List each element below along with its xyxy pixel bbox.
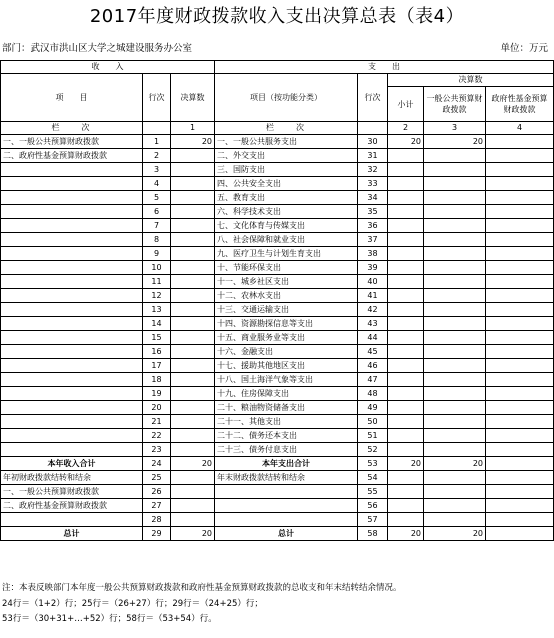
income-item: [1, 163, 143, 177]
notes: [2, 581, 552, 628]
table-row: [1, 317, 554, 331]
income-amount: [171, 429, 215, 443]
income-row-no: 15: [143, 331, 171, 345]
income-amount: [171, 149, 215, 163]
income-row-no: 18: [143, 373, 171, 387]
expense-item: 八、社会保障和就业支出: [215, 233, 358, 247]
expense-subtotal: 20: [388, 457, 424, 471]
expense-subtotal: [388, 289, 424, 303]
expense-subtotal: [388, 373, 424, 387]
expense-item: 二、外交支出: [215, 149, 358, 163]
income-amount: [171, 261, 215, 275]
expense-header: 支 出: [215, 61, 554, 74]
expense-item: 十八、国土海洋气象等支出: [215, 373, 358, 387]
expense-item: 六、科学技术支出: [215, 205, 358, 219]
income-item: 年初财政拨款结转和结余: [1, 471, 143, 485]
income-row-no: 28: [143, 513, 171, 527]
expense-row-no: 53: [358, 457, 388, 471]
subtotal-header: 小计: [388, 87, 424, 122]
expense-general-budget: [424, 275, 486, 289]
income-amount: [171, 303, 215, 317]
income-row-no: 7: [143, 219, 171, 233]
income-item: [1, 317, 143, 331]
income-row-no: 25: [143, 471, 171, 485]
expense-fund-budget: [486, 205, 554, 219]
table-row: [1, 345, 554, 359]
expense-subtotal: [388, 345, 424, 359]
expense-subtotal: [388, 261, 424, 275]
expense-row-no: 51: [358, 429, 388, 443]
expense-row-no: 55: [358, 485, 388, 499]
income-row-no: 10: [143, 261, 171, 275]
note-line: 53行＝（30+31+…+52）行；58行＝（53+54）行。: [2, 614, 217, 624]
income-row-no: 13: [143, 303, 171, 317]
expense-item: 十、节能环保支出: [215, 261, 358, 275]
expense-fund-budget: [486, 135, 554, 149]
expense-row-no: 43: [358, 317, 388, 331]
expense-row-no: 30: [358, 135, 388, 149]
note-line: 24行＝（1+2）行；25行＝（26+27）行；29行＝（24+25）行；: [2, 598, 263, 609]
income-row-no: 14: [143, 317, 171, 331]
income-amount: [171, 359, 215, 373]
expense-subtotal: [388, 429, 424, 443]
row-no-header: 行次: [143, 74, 171, 122]
table-row: [1, 373, 554, 387]
expense-fund-budget: [486, 219, 554, 233]
expense-fund-budget: [486, 177, 554, 191]
income-row-no: 27: [143, 499, 171, 513]
expense-row-no: 34: [358, 191, 388, 205]
expense-item: 十九、住房保障支出: [215, 387, 358, 401]
expense-subtotal: [388, 303, 424, 317]
expense-item: 二十一、其他支出: [215, 415, 358, 429]
general-budget-header: 一般公共预算财政拨款: [424, 87, 486, 122]
expense-row-no: 42: [358, 303, 388, 317]
expense-subtotal: [388, 247, 424, 261]
income-amount: [171, 205, 215, 219]
expense-general-budget: [424, 177, 486, 191]
expense-subtotal: [388, 359, 424, 373]
expense-subtotal: [388, 331, 424, 345]
table-row: [1, 387, 554, 401]
income-row-no: 20: [143, 401, 171, 415]
income-item: [1, 177, 143, 191]
income-amount: [171, 345, 215, 359]
expense-general-budget: [424, 205, 486, 219]
expense-item: [215, 499, 358, 513]
income-amount: [171, 275, 215, 289]
expense-general-budget: [424, 233, 486, 247]
expense-fund-budget: [486, 373, 554, 387]
income-row-no: 12: [143, 289, 171, 303]
income-row-no: 22: [143, 429, 171, 443]
income-header: 收 入: [1, 61, 215, 74]
income-amount: [171, 401, 215, 415]
income-amount: [171, 289, 215, 303]
final-amount-header: 决算数: [171, 74, 215, 122]
income-row-no: 21: [143, 415, 171, 429]
expense-item: 一、一般公共服务支出: [215, 135, 358, 149]
expense-fund-budget: [486, 261, 554, 275]
expense-general-budget: [424, 163, 486, 177]
income-row-no: 9: [143, 247, 171, 261]
income-item: [1, 513, 143, 527]
expense-subtotal: [388, 317, 424, 331]
expense-subtotal: [388, 275, 424, 289]
income-row-no: 3: [143, 163, 171, 177]
table-row: [1, 429, 554, 443]
expense-fund-budget: [486, 457, 554, 471]
expense-fund-budget: [486, 289, 554, 303]
expense-item: 十五、商业服务业等支出: [215, 331, 358, 345]
income-row-no: 29: [143, 527, 171, 541]
table-row: [1, 485, 554, 499]
income-item: [1, 205, 143, 219]
expense-row-no: 54: [358, 471, 388, 485]
income-row-no: 23: [143, 443, 171, 457]
expense-general-budget: [424, 387, 486, 401]
income-amount: [171, 387, 215, 401]
income-amount: [171, 415, 215, 429]
expense-general-budget: [424, 191, 486, 205]
expense-subtotal: [388, 485, 424, 499]
expense-row-no: 38: [358, 247, 388, 261]
table-row: [1, 527, 554, 541]
income-row-no: 24: [143, 457, 171, 471]
col-2-label: 2: [388, 122, 424, 135]
expense-fund-budget: [486, 499, 554, 513]
expense-subtotal: [388, 177, 424, 191]
expense-item: 总计: [215, 527, 358, 541]
expense-fund-budget: [486, 429, 554, 443]
income-row-no: 2: [143, 149, 171, 163]
table-row: [1, 205, 554, 219]
expense-item: 七、文化体育与传媒支出: [215, 219, 358, 233]
expense-general-budget: [424, 471, 486, 485]
income-amount: [171, 247, 215, 261]
table-row: [1, 233, 554, 247]
table-row: [1, 247, 554, 261]
income-row-no: 26: [143, 485, 171, 499]
expense-fund-budget: [486, 443, 554, 457]
expense-row-no: 47: [358, 373, 388, 387]
expense-subtotal: [388, 513, 424, 527]
table-body: [1, 61, 554, 541]
expense-general-budget: [424, 415, 486, 429]
income-row-no: 1: [143, 135, 171, 149]
expense-subtotal: [388, 233, 424, 247]
income-amount: 20: [171, 457, 215, 471]
department-label: 部门：武汉市洪山区大学之城建设服务办公室: [2, 43, 193, 54]
expense-general-budget: [424, 513, 486, 527]
expense-row-no: 40: [358, 275, 388, 289]
income-amount: [171, 191, 215, 205]
expense-item: 十三、交通运输支出: [215, 303, 358, 317]
income-item: [1, 289, 143, 303]
expense-item: 本年支出合计: [215, 457, 358, 471]
expense-subtotal: [388, 443, 424, 457]
table-row: [1, 457, 554, 471]
expense-item: [215, 513, 358, 527]
expense-fund-budget: [486, 527, 554, 541]
income-row-no: 5: [143, 191, 171, 205]
income-item: [1, 233, 143, 247]
expense-general-budget: [424, 359, 486, 373]
expense-general-budget: [424, 317, 486, 331]
expense-subtotal: [388, 205, 424, 219]
expense-row-no: 46: [358, 359, 388, 373]
table-row: [1, 331, 554, 345]
income-row-no: 4: [143, 177, 171, 191]
lanci-label: 栏 次: [1, 122, 143, 135]
expense-subtotal: [388, 387, 424, 401]
table-row: [1, 149, 554, 163]
income-item: [1, 331, 143, 345]
table-row: [1, 499, 554, 513]
expense-row-no: 56: [358, 499, 388, 513]
expense-fund-budget: [486, 359, 554, 373]
income-amount: [171, 331, 215, 345]
expense-fund-budget: [486, 317, 554, 331]
expense-row-no: 57: [358, 513, 388, 527]
expense-row-no: 41: [358, 289, 388, 303]
expense-fund-budget: [486, 485, 554, 499]
expense-fund-budget: [486, 275, 554, 289]
income-row-no: 17: [143, 359, 171, 373]
col-3-label: 3: [424, 122, 486, 135]
expense-general-budget: [424, 331, 486, 345]
table-row: [1, 219, 554, 233]
expense-subtotal: 20: [388, 527, 424, 541]
col-1-label: 1: [171, 122, 215, 135]
expense-general-budget: 20: [424, 457, 486, 471]
income-item: 二、政府性基金预算财政拨款: [1, 499, 143, 513]
income-item: 本年收入合计: [1, 457, 143, 471]
row-no2-header: 行次: [358, 74, 388, 122]
expense-row-no: 39: [358, 261, 388, 275]
expense-item: 二十、粮油物资储备支出: [215, 401, 358, 415]
expense-item: [215, 485, 358, 499]
expense-general-budget: 20: [424, 527, 486, 541]
income-item: [1, 387, 143, 401]
expense-row-no: 44: [358, 331, 388, 345]
report-table: [0, 60, 554, 541]
income-item: [1, 415, 143, 429]
expense-item: 二十二、债务还本支出: [215, 429, 358, 443]
income-amount: [171, 177, 215, 191]
table-row: [1, 135, 554, 149]
expense-fund-budget: [486, 149, 554, 163]
income-amount: [171, 373, 215, 387]
income-row-no: 19: [143, 387, 171, 401]
income-amount: [171, 317, 215, 331]
expense-item: 二十三、债务付息支出: [215, 443, 358, 457]
expense-fund-budget: [486, 471, 554, 485]
expense-subtotal: [388, 191, 424, 205]
income-item: 二、政府性基金预算财政拨款: [1, 149, 143, 163]
expense-row-no: 58: [358, 527, 388, 541]
expense-general-budget: [424, 303, 486, 317]
expense-item: 年末财政拨款结转和结余: [215, 471, 358, 485]
expense-general-budget: [424, 429, 486, 443]
expense-row-no: 32: [358, 163, 388, 177]
income-item: [1, 429, 143, 443]
income-item: [1, 275, 143, 289]
expense-item: 十二、农林水支出: [215, 289, 358, 303]
income-row-no: 11: [143, 275, 171, 289]
income-row-no: 16: [143, 345, 171, 359]
table-row: [1, 163, 554, 177]
expense-item: 十一、城乡社区支出: [215, 275, 358, 289]
expense-general-budget: 20: [424, 135, 486, 149]
expense-row-no: 45: [358, 345, 388, 359]
unit-label: 单位：万元: [500, 43, 548, 54]
expense-general-budget: [424, 149, 486, 163]
expense-subtotal: [388, 219, 424, 233]
expense-general-budget: [424, 261, 486, 275]
income-amount: 20: [171, 527, 215, 541]
table-row: [1, 303, 554, 317]
fund-budget-header: 政府性基金预算财政拨款: [486, 87, 554, 122]
expense-row-no: 31: [358, 149, 388, 163]
expense-general-budget: [424, 443, 486, 457]
note-line: 注：本表反映部门本年度一般公共预算财政拨款和政府性基金预算财政拨款的总收支和年末结转结余情况。: [2, 583, 402, 593]
income-item: 一、一般公共预算财政拨款: [1, 485, 143, 499]
expense-general-budget: [424, 219, 486, 233]
table-row: [1, 415, 554, 429]
income-item: [1, 443, 143, 457]
income-item: [1, 401, 143, 415]
expense-row-no: 52: [358, 443, 388, 457]
expense-fund-budget: [486, 247, 554, 261]
table-row: [1, 289, 554, 303]
expense-general-budget: [424, 485, 486, 499]
income-item: [1, 219, 143, 233]
income-item: [1, 345, 143, 359]
income-row-no: 6: [143, 205, 171, 219]
table-row: [1, 513, 554, 527]
expense-general-budget: [424, 289, 486, 303]
table-row: [1, 471, 554, 485]
expense-fund-budget: [486, 303, 554, 317]
table-row: [1, 261, 554, 275]
expense-fund-budget: [486, 387, 554, 401]
report-title: 2017年度财政拨款收入支出决算总表（表4）: [89, 6, 465, 27]
expense-item: 四、公共安全支出: [215, 177, 358, 191]
expense-item: 十四、资源勘探信息等支出: [215, 317, 358, 331]
income-item: [1, 247, 143, 261]
income-amount: [171, 233, 215, 247]
table-row: [1, 359, 554, 373]
col-4-label: 4: [486, 122, 554, 135]
expense-row-no: 35: [358, 205, 388, 219]
expense-general-budget: [424, 373, 486, 387]
income-amount: [171, 219, 215, 233]
expense-row-no: 37: [358, 233, 388, 247]
expense-subtotal: [388, 499, 424, 513]
table-row: [1, 177, 554, 191]
item-by-function-header: 项目（按功能分类）: [215, 74, 358, 122]
income-item: [1, 373, 143, 387]
table-row: [1, 191, 554, 205]
expense-fund-budget: [486, 233, 554, 247]
table-row: [1, 275, 554, 289]
income-amount: [171, 485, 215, 499]
expense-item: 九、医疗卫生与计划生育支出: [215, 247, 358, 261]
expense-row-no: 50: [358, 415, 388, 429]
expense-item: 五、教育支出: [215, 191, 358, 205]
expense-subtotal: [388, 471, 424, 485]
lanci-empty-right: [358, 122, 388, 135]
income-item: 一、一般公共预算财政拨款: [1, 135, 143, 149]
income-row-no: 8: [143, 233, 171, 247]
expense-subtotal: [388, 401, 424, 415]
expense-row-no: 33: [358, 177, 388, 191]
income-amount: [171, 471, 215, 485]
expense-subtotal: 20: [388, 135, 424, 149]
income-amount: [171, 499, 215, 513]
expense-item: 三、国防支出: [215, 163, 358, 177]
income-item: [1, 359, 143, 373]
expense-row-no: 49: [358, 401, 388, 415]
expense-subtotal: [388, 149, 424, 163]
expense-fund-budget: [486, 345, 554, 359]
expense-fund-budget: [486, 415, 554, 429]
income-item: [1, 191, 143, 205]
income-amount: 20: [171, 135, 215, 149]
income-item: [1, 261, 143, 275]
expense-subtotal: [388, 163, 424, 177]
income-item: 总计: [1, 527, 143, 541]
expense-subtotal: [388, 415, 424, 429]
expense-fund-budget: [486, 163, 554, 177]
expense-row-no: 48: [358, 387, 388, 401]
budget-header: 决算数: [388, 74, 554, 87]
expense-fund-budget: [486, 191, 554, 205]
expense-fund-budget: [486, 331, 554, 345]
expense-general-budget: [424, 247, 486, 261]
income-amount: [171, 163, 215, 177]
income-amount: [171, 513, 215, 527]
table-row: [1, 401, 554, 415]
expense-general-budget: [424, 345, 486, 359]
expense-item: 十六、金融支出: [215, 345, 358, 359]
income-item: [1, 303, 143, 317]
item-header: 项 目: [1, 74, 143, 122]
expense-fund-budget: [486, 401, 554, 415]
expense-row-no: 36: [358, 219, 388, 233]
table-row: [1, 443, 554, 457]
lanci-empty: [143, 122, 171, 135]
income-amount: [171, 443, 215, 457]
expense-general-budget: [424, 401, 486, 415]
expense-item: 十七、援助其他地区支出: [215, 359, 358, 373]
expense-fund-budget: [486, 513, 554, 527]
lanci-label-right: 栏 次: [215, 122, 358, 135]
expense-general-budget: [424, 499, 486, 513]
